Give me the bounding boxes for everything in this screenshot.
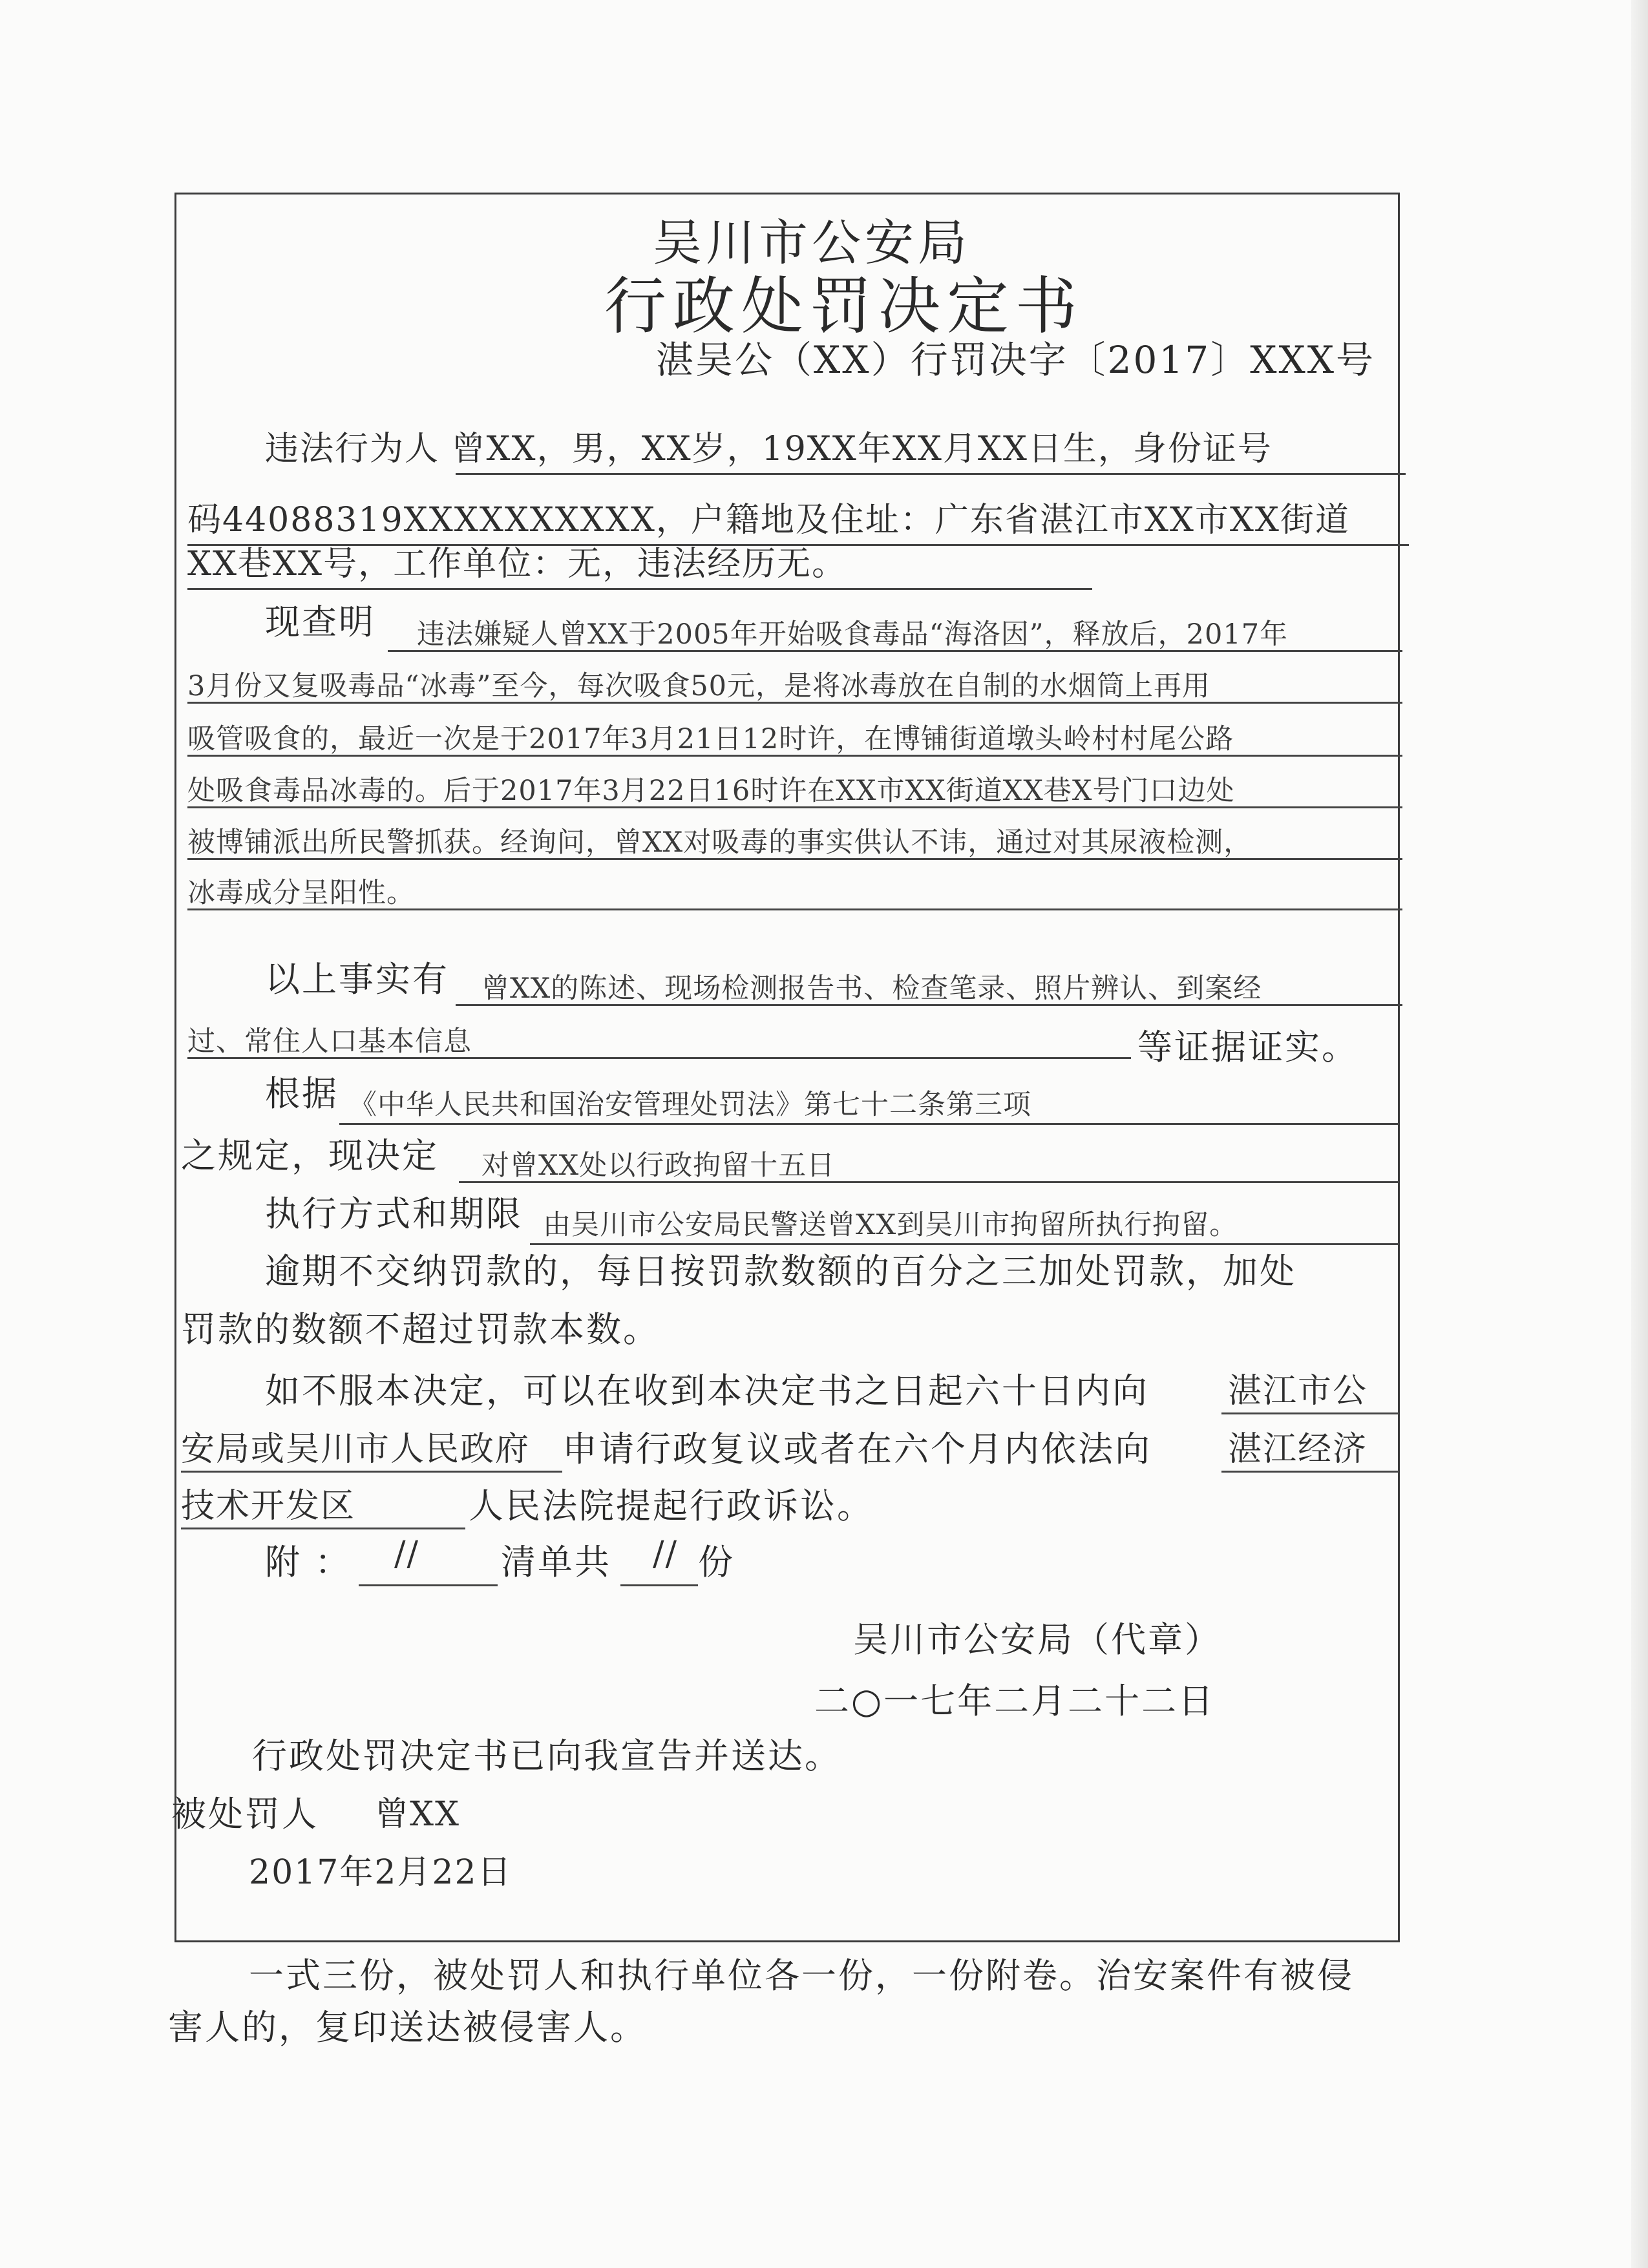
footer-note-line-1: 一式三份，被处罚人和执行单位各一份，一份附卷。治安案件有被侵 — [249, 1955, 1354, 1996]
issuing-organization: 吴川市公安局 — [653, 214, 971, 271]
underline — [187, 588, 1092, 590]
attachment-label: 附 ： — [265, 1542, 352, 1582]
findings-line-5: 被博铺派出所民警抓获。经询问，曾XX对吸毒的事实供认不讳，通过对其尿液检测， — [187, 826, 1252, 859]
acknowledgement-date: 2017年2月22日 — [249, 1853, 512, 1892]
overdue-line-1: 逾期不交纳罚款的，每日按罚款数额的百分之三加处罚款，加处 — [265, 1251, 1296, 1292]
underline — [388, 650, 1402, 652]
basis-text: 《中华人民共和国治安管理处罚法》第七十二条第三项 — [349, 1089, 1031, 1121]
findings-line-3: 吸管吸食的，最近一次是于2017年3月21日12时许，在博铺街道墩头岭村村尾公路 — [187, 723, 1234, 755]
acknowledgement-text: 行政处罚决定书已向我宣告并送达。 — [252, 1736, 841, 1776]
underline — [187, 858, 1402, 860]
underline — [456, 1004, 1402, 1006]
execution-text: 由吴川市公安局民警送曾XX到吴川市拘留所执行拘留。 — [543, 1209, 1238, 1241]
scan-edge — [1631, 0, 1648, 2268]
appeal-fill-4: 技术开发区 — [181, 1487, 356, 1526]
overdue-line-2: 罚款的数额不超过罚款本数。 — [181, 1309, 660, 1350]
offender-signature-label: 被处罚人 — [171, 1794, 319, 1834]
document-number: 湛吴公（XX）行罚决字〔2017〕XXX号 — [656, 338, 1376, 382]
attachment-middle: 清单共 — [501, 1542, 611, 1582]
appeal-fill-1: 湛江市公 — [1228, 1372, 1368, 1411]
basis-label: 根据 — [265, 1073, 339, 1114]
attachment-fill-2: // — [653, 1535, 679, 1573]
appeal-line-1: 如不服本决定，可以在收到本决定书之日起六十日内向 — [265, 1370, 1149, 1411]
footer-note-line-2: 害人的，复印送达被侵害人。 — [168, 2007, 647, 2048]
decision-text: 对曾XX处以行政拘留十五日 — [481, 1150, 836, 1182]
offender-line-2: 码44088319XXXXXXXXXX，户籍地及住址：广东省湛江市XX市XX街道 — [187, 501, 1350, 540]
underline — [339, 1123, 1399, 1125]
appeal-line-3: 人民法院提起行政诉讼。 — [469, 1486, 874, 1526]
evidence-line-2: 过、常住人口基本信息 — [187, 1025, 472, 1058]
underline — [187, 908, 1402, 910]
document-title: 行政处罚决定书 — [604, 270, 1084, 342]
appeal-fill-3: 湛江经济 — [1228, 1430, 1368, 1469]
underline — [620, 1584, 698, 1586]
underline — [456, 473, 1406, 475]
underline — [187, 755, 1402, 757]
appeal-line-2: 申请行政复议或者在六个月内依法向 — [562, 1429, 1152, 1469]
underline — [359, 1584, 498, 1586]
underline — [1221, 1471, 1399, 1473]
evidence-label: 以上事实有 — [265, 959, 449, 1000]
findings-line-2: 3月份又复吸毒品“冰毒”至今，每次吸食50元，是将冰毒放在自制的水烟筒上再用 — [187, 670, 1211, 702]
underline — [1221, 1412, 1399, 1414]
findings-line-1: 违法嫌疑人曾XX于2005年开始吸食毒品“海洛因”，释放后，2017年 — [417, 618, 1289, 651]
appeal-fill-2: 安局或吴川市人民政府 — [181, 1430, 531, 1469]
underline — [187, 806, 1402, 808]
attachment-suffix: 份 — [698, 1542, 735, 1582]
underline — [187, 702, 1402, 704]
offender-line-3: XX巷XX号，工作单位：无，违法经历无。 — [187, 545, 847, 583]
execution-label: 执行方式和期限 — [265, 1193, 523, 1234]
findings-label: 现查明 — [265, 602, 375, 642]
offender-line-1: 违法行为人 曾XX，男，XX岁，19XX年XX月XX日生，身份证号 — [265, 430, 1273, 468]
evidence-suffix: 等证据证实。 — [1137, 1027, 1358, 1067]
findings-line-6: 冰毒成分呈阳性。 — [187, 877, 415, 909]
underline — [181, 1471, 562, 1473]
evidence-line-1: 曾XX的陈述、现场检测报告书、检查笔录、照片辨认、到案经 — [481, 972, 1262, 1005]
attachment-fill-1: // — [394, 1535, 420, 1573]
underline — [181, 1528, 465, 1529]
offender-signature-name: 曾XX — [375, 1795, 461, 1834]
underline — [187, 1057, 1131, 1059]
signature-date: 二○一七年二月二十二日 — [814, 1681, 1216, 1721]
findings-line-4: 处吸食毒品冰毒的。后于2017年3月22日16时许在XX市XX街道XX巷X号门口边处 — [187, 775, 1235, 807]
decision-label: 之规定，现决定 — [181, 1135, 439, 1176]
signature-organization: 吴川市公安局（代章） — [853, 1619, 1221, 1660]
underline — [459, 1181, 1399, 1183]
